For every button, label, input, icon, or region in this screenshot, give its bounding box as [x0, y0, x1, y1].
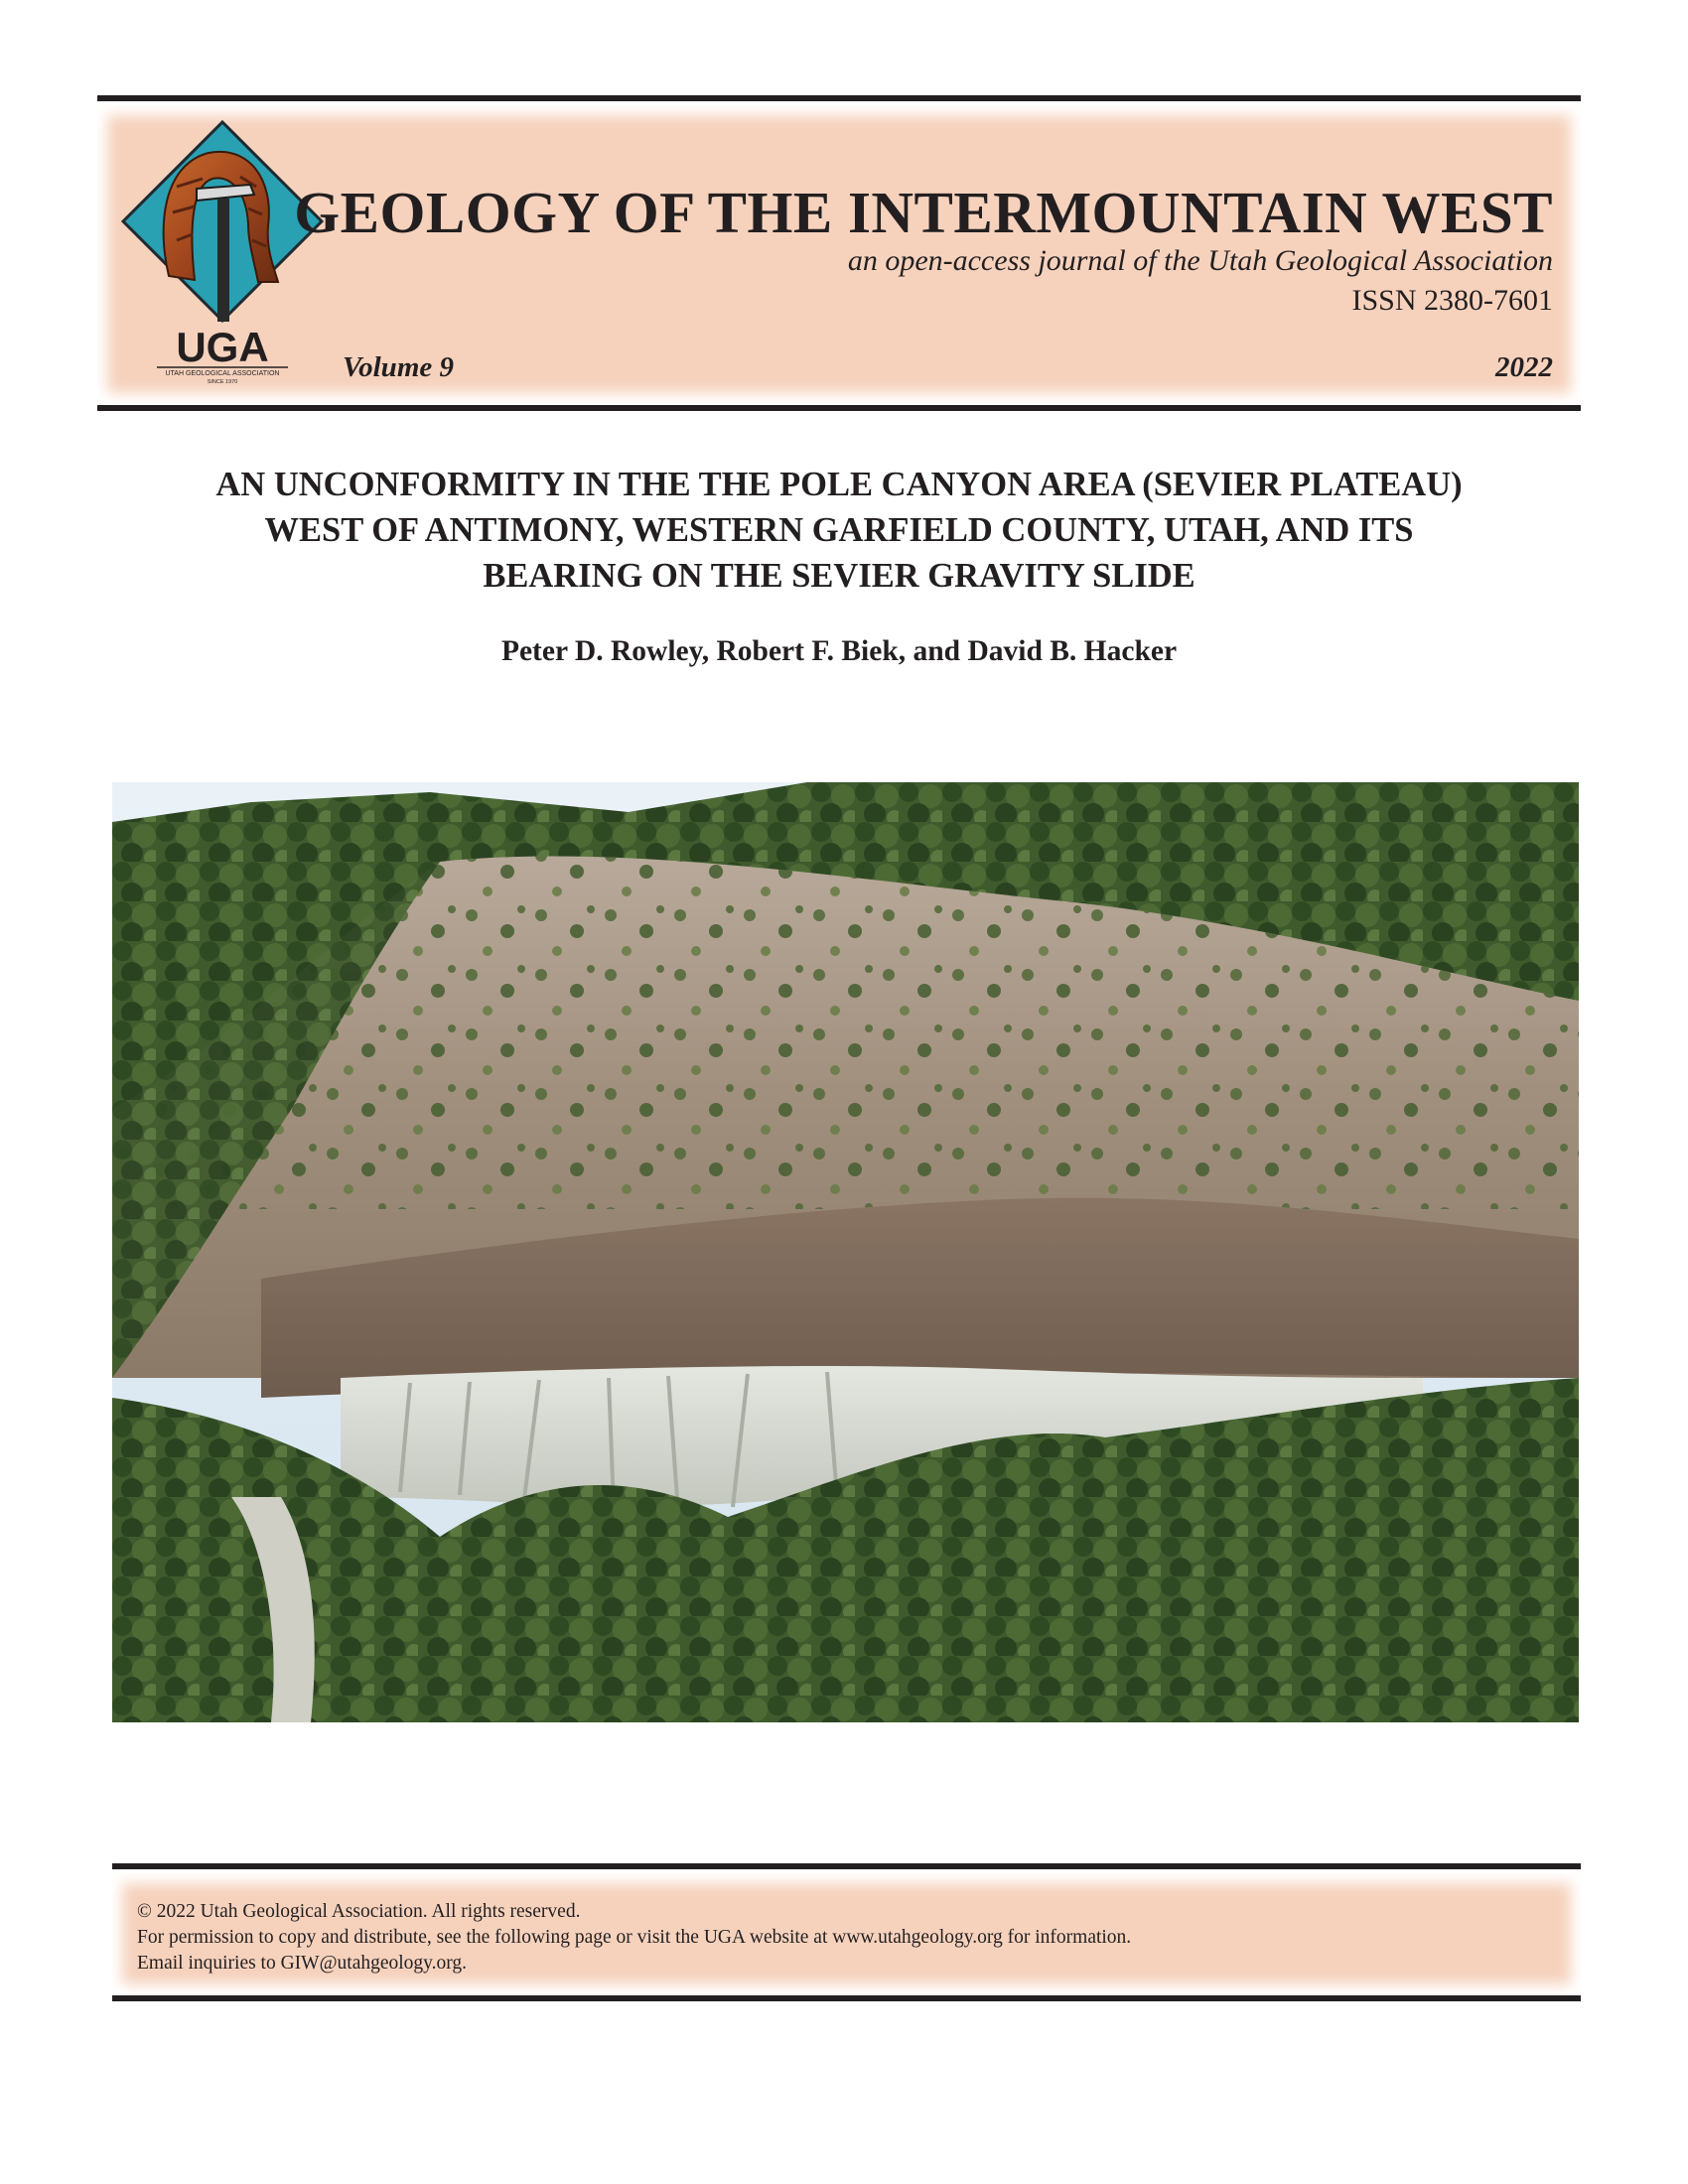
journal-volume: Volume 9	[343, 351, 454, 383]
logo-since: SINCE 1970	[207, 379, 238, 385]
article-title-line: BEARING ON THE SEVIER GRAVITY SLIDE	[483, 557, 1196, 595]
footer-copyright: © 2022 Utah Geological Association. All rights reserved.	[137, 1901, 581, 1922]
article-title	[109, 462, 1569, 599]
logo-hammer-handle	[217, 199, 229, 322]
footer-top-rule	[112, 1863, 1581, 1869]
cover-photograph	[112, 782, 1579, 1722]
logo-acronym: UGA	[176, 324, 269, 370]
journal-issn: ISSN 2380-7601	[1351, 284, 1553, 317]
footer-email: Email inquiries to GIW@utahgeology.org.	[137, 1953, 468, 1974]
article-title-line: AN UNCONFORMITY IN THE THE POLE CANYON AREA (SEVIER PLATEAU)	[215, 466, 1463, 503]
footer-permission: For permission to copy and distribute, see the following page or visit the UGA website at www.utahgeology.org for information.	[137, 1927, 1132, 1948]
article-title-line: WEST OF ANTIMONY, WESTERN GARFIELD COUNTY, UTAH, AND ITS	[264, 511, 1414, 549]
journal-title: GEOLOGY OF THE INTERMOUNTAIN WEST	[294, 180, 1553, 245]
uga-logo	[117, 117, 328, 385]
journal-year: 2022	[1495, 351, 1553, 383]
footer-bottom-rule	[112, 1995, 1581, 2001]
article-authors: Peter D. Rowley, Robert F. Biek, and David B. Hacker	[500, 635, 1178, 667]
masthead-bottom-rule	[97, 405, 1581, 411]
masthead-top-rule	[97, 95, 1581, 101]
logo-association-name: UTAH GEOLOGICAL ASSOCIATION	[165, 370, 280, 377]
journal-subtitle: an open-access journal of the Utah Geological Association	[847, 244, 1553, 277]
footer-text	[137, 1899, 1131, 1977]
